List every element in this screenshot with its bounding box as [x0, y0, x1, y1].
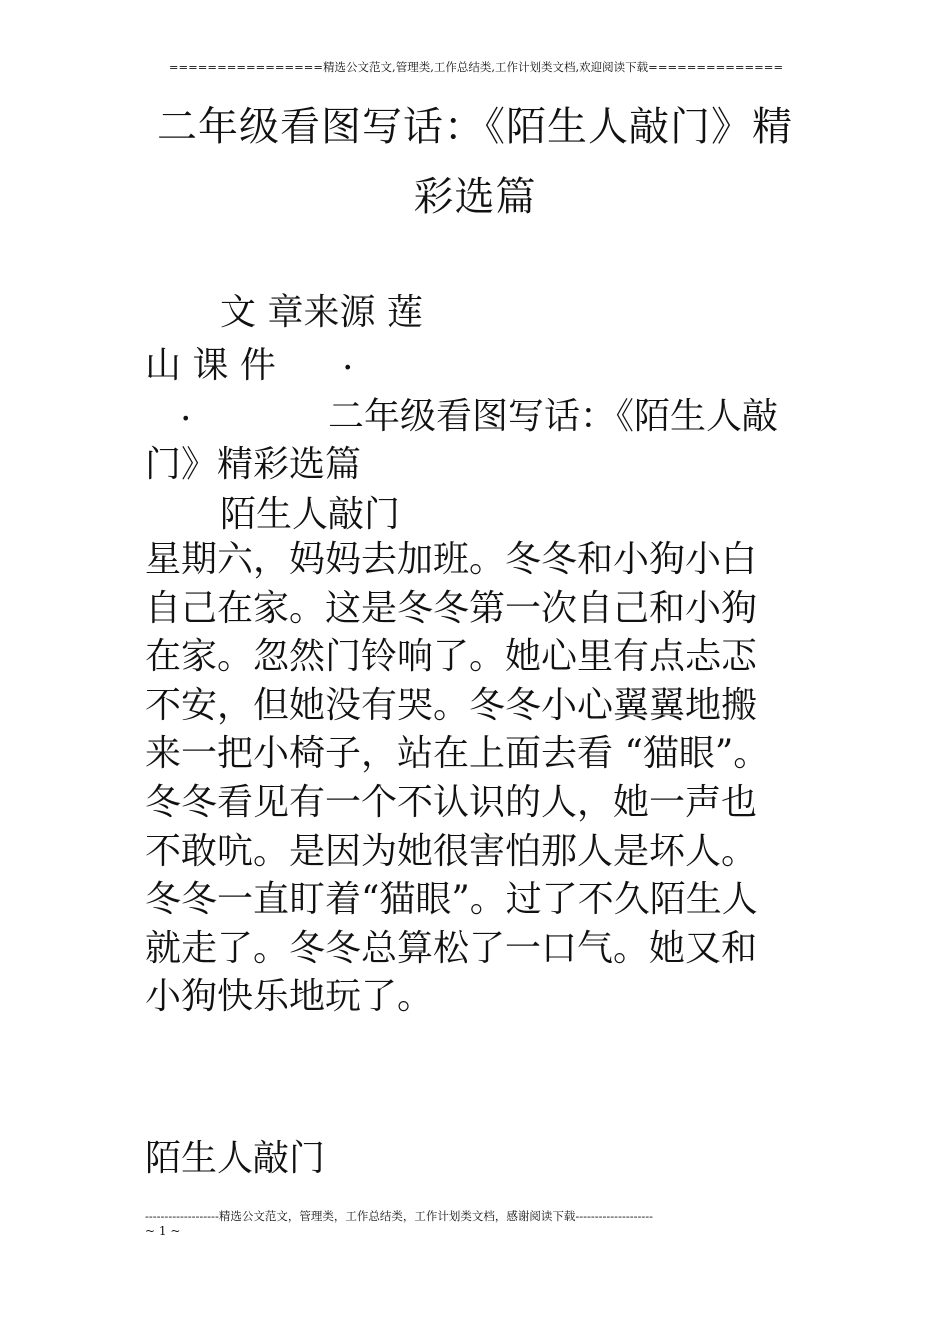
paragraph-line: 星期六，妈妈去加班。冬冬和小狗小白: [145, 539, 758, 580]
page-number: ~ 1 ~: [145, 1224, 181, 1238]
paragraph-line: 冬冬一直盯着“猫眼”。过了不久陌生人: [145, 879, 758, 921]
page-title-line-2: 彩选篇: [413, 174, 537, 220]
paragraph-line: 在家。忽然门铃响了。她心里有点忐忑: [145, 636, 758, 678]
paragraph-line: 冬冬看见有一个不认识的人，她一声也: [145, 781, 758, 823]
paragraph-line: 小狗快乐地玩了。: [145, 976, 434, 1018]
source-line-2: 山 课 件: [145, 345, 276, 386]
repeat-title-line-1: 二年级看图写话：《陌生人敲: [328, 396, 779, 437]
source-line-1: 文 章来源 莲: [220, 292, 423, 333]
repeat-title-line-2: 门》精彩选篇: [145, 444, 362, 485]
section-heading-2: 陌生人敲门: [145, 1138, 326, 1179]
paragraph-line: 不敢吭。是因为她很害怕那人是坏人。: [145, 830, 758, 872]
paragraph-line: 自己在家。这是冬冬第一次自己和小狗: [145, 587, 758, 629]
footer-banner: -------------------精选公文范文，管理类，工作总结类，工作计划类文档，感谢阅读下载--------------------: [145, 1209, 654, 1223]
paragraph-line: 来一把小椅子，站在上面去看 “猫眼”。: [145, 733, 770, 775]
source-dot: .: [180, 388, 192, 429]
section-heading: 陌生人敲门: [220, 494, 401, 535]
paragraph-line: 就走了。冬冬总算松了一口气。她又和: [145, 927, 758, 969]
story-paragraph: [145, 536, 825, 1022]
paragraph-line: 不安，但她没有哭。冬冬小心翼翼地搬: [145, 684, 758, 726]
page-title-line-1: 二年级看图写话：《陌生人敲门》精: [157, 104, 793, 150]
header-banner: ================精选公文范文,管理类,工作总结类,工作计划类文档,欢迎阅读下载==============: [168, 60, 784, 74]
source-dot: .: [342, 337, 354, 378]
